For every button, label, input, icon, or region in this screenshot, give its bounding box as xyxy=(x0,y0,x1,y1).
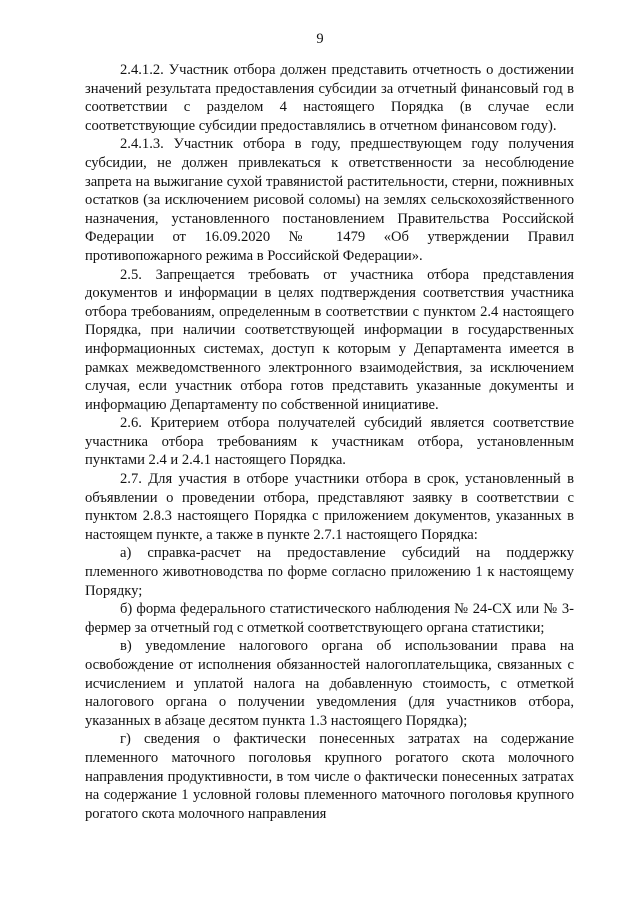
list-item-g: г) сведения о фактически понесенных затратах на содержание племенного маточного поголовья крупного рогатого скота молочного направления продуктивности, в том числе о фактически понесенных затратах на содержание 1 условной головы племенного маточного поголовья крупного рогатого скота молочного направления xyxy=(85,731,574,822)
list-item-b: б) форма федерального статистического наблюдения № 24-СХ или № 3-фермер за отчетный год с отметкой соответствующего органа статистики; xyxy=(85,601,574,636)
paragraph-2-6: 2.6. Критерием отбора получателей субсидий является соответствие участника отбора требованиям к участникам отбора, установленным пунктами 2.4 и 2.4.1 настоящего Порядка. xyxy=(85,415,574,469)
paragraph-2-5: 2.5. Запрещается требовать от участника отбора представления документов и информации в целях подтверждения соответствия участника отбора требованиям, определенным в соответствии с пунктом 2.4 настоящего Порядка, при наличии соответствующей информации в государственных информационных системах, доступ к которым у Департамента имеется в рамках межведомственного электронного взаимодействия, за исключением случая, если участник отбора готов представить указанные документы и информацию Департаменту по собственной инициативе. xyxy=(85,266,574,413)
list-item-a: а) справка-расчет на предоставление субсидий на поддержку племенного животноводства по форме согласно приложению 1 к настоящему Порядку; xyxy=(85,545,574,599)
page-number: 9 xyxy=(316,31,324,47)
paragraph-2-4-1-3: 2.4.1.3. Участник отбора в году, предшествующем году получения субсидии, не должен привлекаться к ответственности за несоблюдение запрета на выжигание сухой травянистой растительности, стерни, пожнивных остатков (за исключением рисовой соломы) на землях сельскохозяйственного назначения, установленного постановлением Правительства Российской Федерации от 16.09.2020 № 1479 «Об утверждении Правил противопожарного режима в Российской Федерации». xyxy=(85,136,574,264)
paragraph-2-7: 2.7. Для участия в отборе участники отбора в срок, установленный в объявлении о проведении отбора, представляют заявку в соответствии с пунктом 2.8.3 настоящего Порядка с приложением документов, указанных в настоящем пункте, а также в пункте 2.7.1 настоящего Порядка: xyxy=(85,471,574,543)
list-item-v: в) уведомление налогового органа об использовании права на освобождение от исполнения обязанностей налогоплательщика, связанных с исчислением и уплатой налога на добавленную стоимость, с отметкой налогового органа о получении уведомления (для участников отбора, указанных в абзаце десятом пункта 1.3 настоящего Порядка); xyxy=(85,638,574,729)
document-body xyxy=(85,61,574,823)
paragraph-2-4-1-2: 2.4.1.2. Участник отбора должен представить отчетность о достижении значений результата предоставления субсидии за отчетный финансовый год в соответствии с разделом 4 настоящего Порядка (в случае если соответствующие субсидии предоставлялись в отчетном финансовом году). xyxy=(85,62,574,134)
